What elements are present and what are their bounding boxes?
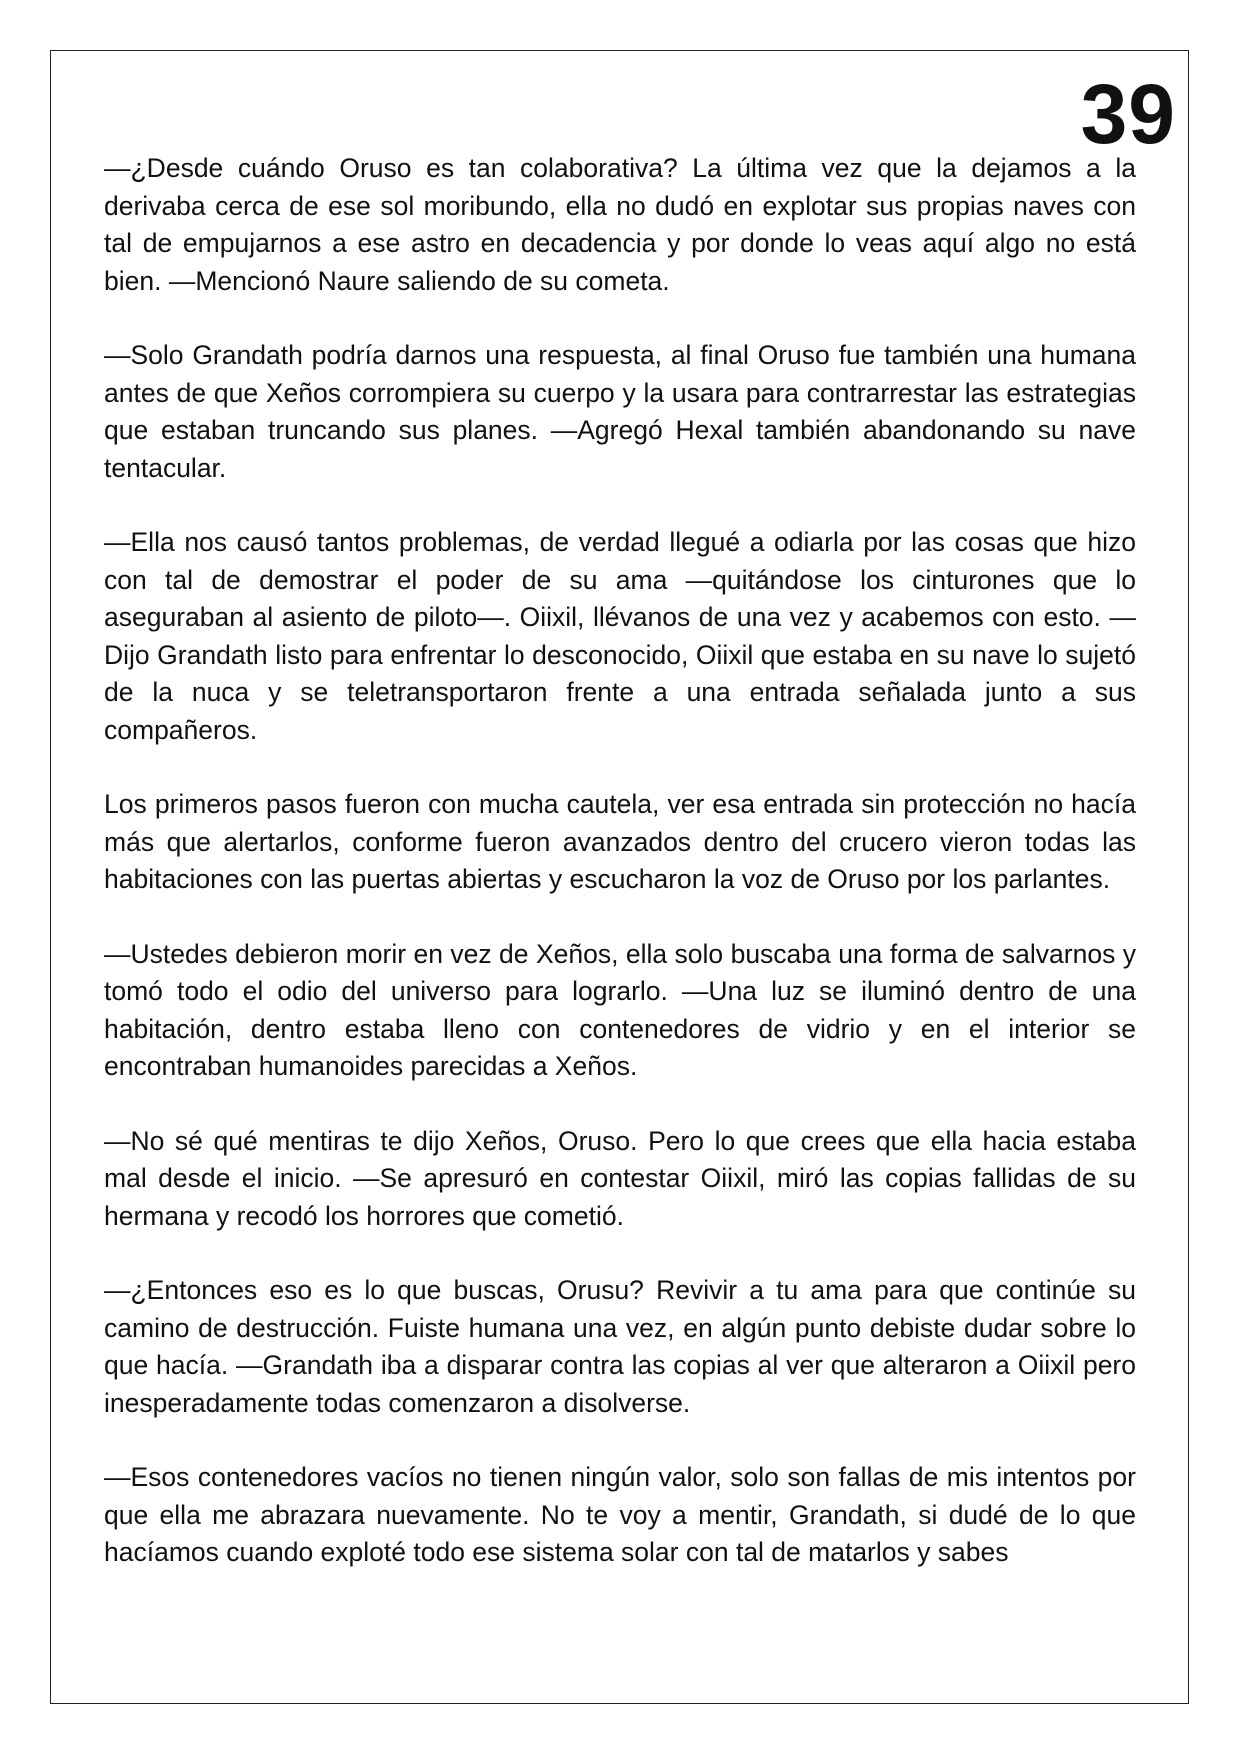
- paragraph: Los primeros pasos fueron con mucha cautela, ver esa entrada sin protección no hacía más que alertarlos, conforme fueron avanzados dentro del crucero vieron todas las habitaciones con las puertas abiertas y escucharon la voz de Oruso por los parlantes.: [104, 789, 1136, 894]
- paragraph: —Solo Grandath podría darnos una respuesta, al final Oruso fue también una humana antes de que Xeños corrompiera su cuerpo y la usara para contrarrestar las estrategias que estaban truncando sus planes. —Agregó Hexal también abandonando su nave tentacular.: [104, 340, 1136, 483]
- page-body: [104, 150, 1136, 1572]
- page-number: 39: [1080, 67, 1176, 161]
- paragraph: —Ella nos causó tantos problemas, de verdad llegué a odiarla por las cosas que hizo con tal de demostrar el poder de su ama —quitándose los cinturones que lo aseguraban al asiento de piloto—. Oiixil, llévanos de una vez y acabemos con esto. —Dijo Grandath listo para enfrentar lo desconocido, Oiixil que estaba en su nave lo sujetó de la nuca y se teletransportaron frente a una entrada señalada junto a sus compañeros.: [104, 527, 1136, 745]
- paragraph: —¿Entonces eso es lo que buscas, Orusu? Revivir a tu ama para que continúe su camino de destrucción. Fuiste humana una vez, en algún punto debiste dudar sobre lo que hacía. —Grandath iba a disparar contra las copias al ver que alteraron a Oiixil pero inesperadamente todas comenzaron a disolverse.: [104, 1275, 1136, 1418]
- paragraph: —Esos contenedores vacíos no tienen ningún valor, solo son fallas de mis intentos por que ella me abrazara nuevamente. No te voy a mentir, Grandath, si dudé de lo que hacíamos cuando exploté todo ese sistema solar con tal de matarlos y sabes: [104, 1462, 1136, 1567]
- paragraph: —¿Desde cuándo Oruso es tan colaborativa? La última vez que la dejamos a la derivaba cerca de ese sol moribundo, ella no dudó en explotar sus propias naves con tal de empujarnos a ese astro en decadencia y por donde lo veas aquí algo no está bien. —Mencionó Naure saliendo de su cometa.: [104, 153, 1136, 296]
- paragraph: —Ustedes debieron morir en vez de Xeños, ella solo buscaba una forma de salvarnos y tomó todo el odio del universo para lograrlo. —Una luz se iluminó dentro de una habitación, dentro estaba lleno con contenedores de vidrio y en el interior se encontraban humanoides parecidas a Xeños.: [104, 938, 1136, 1081]
- paragraph: —No sé qué mentiras te dijo Xeños, Oruso. Pero lo que crees que ella hacia estaba mal desde el inicio. —Se apresuró en contestar Oiixil, miró las copias fallidas de su hermana y recodó los horrores que cometió.: [104, 1125, 1136, 1231]
